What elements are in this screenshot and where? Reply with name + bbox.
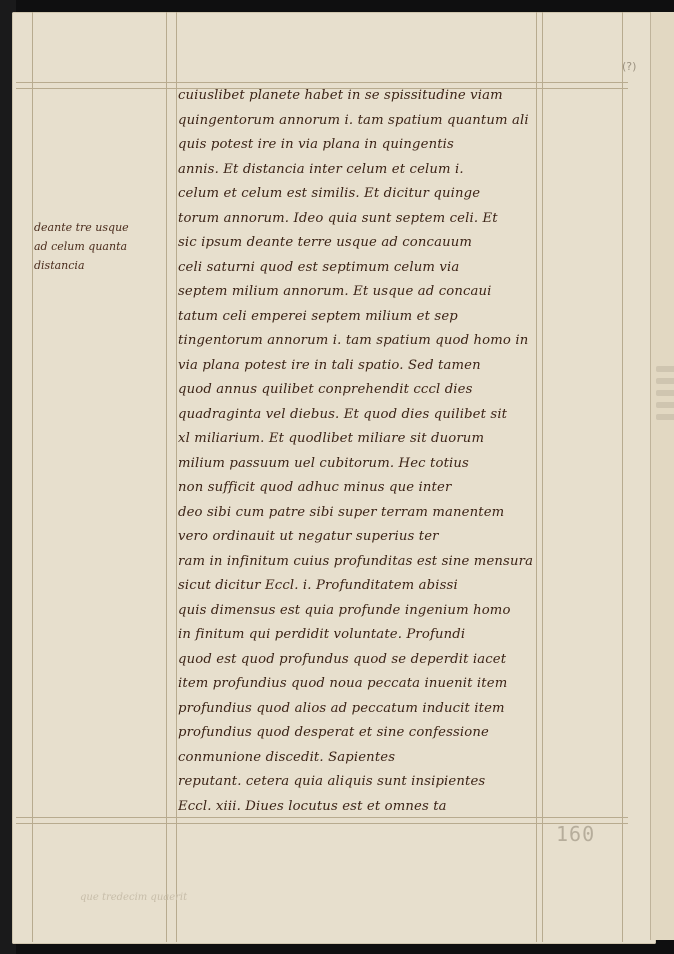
text-line: reputant. cetera quia aliquis sunt insipientes — [178, 774, 486, 789]
text-line: profundius quod alios ad peccatum inducit item — [178, 700, 505, 716]
text-line: ram in infinitum cuius profunditas est sine mensura — [178, 553, 534, 569]
facing-page-edge — [650, 12, 674, 940]
show-through-text: que tredecim quaerit — [80, 892, 188, 903]
margin-note-line: ad celum quanta — [34, 240, 128, 253]
rule-right-margin — [622, 12, 623, 942]
margin-note-line: distancia — [34, 259, 85, 272]
text-line: quis dimensus est quia profunde ingenium homo — [178, 602, 511, 618]
text-line: cuiuslibet planete habet in se spissitudine viam — [178, 88, 503, 103]
margin-note-line: deante tre usque — [34, 221, 129, 234]
text-line: quingentorum annorum i. tam spatium quantum ali — [178, 112, 529, 128]
text-line: in finitum qui perdidit voluntate. Profundi — [178, 627, 466, 642]
text-line: deo sibi cum patre sibi super terram manentem — [178, 504, 505, 520]
text-line: vero ordinauit ut negatur superius ter — [178, 529, 439, 544]
text-line: sicut dicitur Eccl. i. Profunditatem abissi — [178, 578, 458, 593]
rule-text-left-2 — [176, 12, 177, 942]
text-line: conmunione discedit. Sapientes — [178, 749, 396, 765]
text-line: profundius quod desperat et sine confessione — [178, 725, 489, 740]
rule-text-right-2 — [542, 12, 543, 942]
text-line: non sufficit quod adhuc minus que inter — [178, 480, 452, 495]
text-line: sic ipsum deante terre usque ad concauum — [178, 235, 473, 250]
margin-annotation — [34, 218, 152, 275]
text-line: item profundius quod noua peccata inuenit item — [178, 676, 508, 691]
text-line: torum annorum. Ideo quia sunt septem celi. Et — [178, 210, 498, 226]
text-line: annis. Et distancia inter celum et celum i. — [178, 161, 464, 177]
text-line: quod annus quilibet conprehendit cccl dies — [178, 382, 473, 397]
main-text-column — [178, 84, 538, 819]
rule-text-left — [166, 12, 167, 942]
page-number-stamp: 160 — [556, 822, 596, 846]
facing-page-ghost-text — [656, 360, 674, 430]
text-line: via plana potest ire in tali spatio. Sed tamen — [178, 357, 481, 373]
text-line: quis potest ire in via plana in quingentis — [178, 137, 454, 152]
text-line: tatum celi emperei septem milium et sep — [178, 308, 458, 324]
text-line: quod est quod profundus quod se deperdit iacet — [178, 651, 507, 667]
text-line: Eccl. xiii. Diues locutus est et omnes ta — [178, 798, 447, 814]
rule-left-margin — [32, 12, 33, 942]
text-line: xl miliarium. Et quodlibet miliare sit duorum — [178, 431, 485, 446]
text-line: tingentorum annorum i. tam spatium quod homo in — [178, 333, 529, 348]
text-line: septem milium annorum. Et usque ad concaui — [178, 284, 492, 299]
text-line: celi saturni quod est septimum celum via — [178, 259, 460, 275]
text-line: celum et celum est similis. Et dicitur quinge — [178, 186, 481, 201]
text-line: milium passuum uel cubitorum. Hec totius — [178, 455, 469, 471]
folio-mark: (?) — [622, 60, 637, 73]
text-line: quadraginta vel diebus. Et quod dies quilibet sit — [178, 406, 508, 422]
